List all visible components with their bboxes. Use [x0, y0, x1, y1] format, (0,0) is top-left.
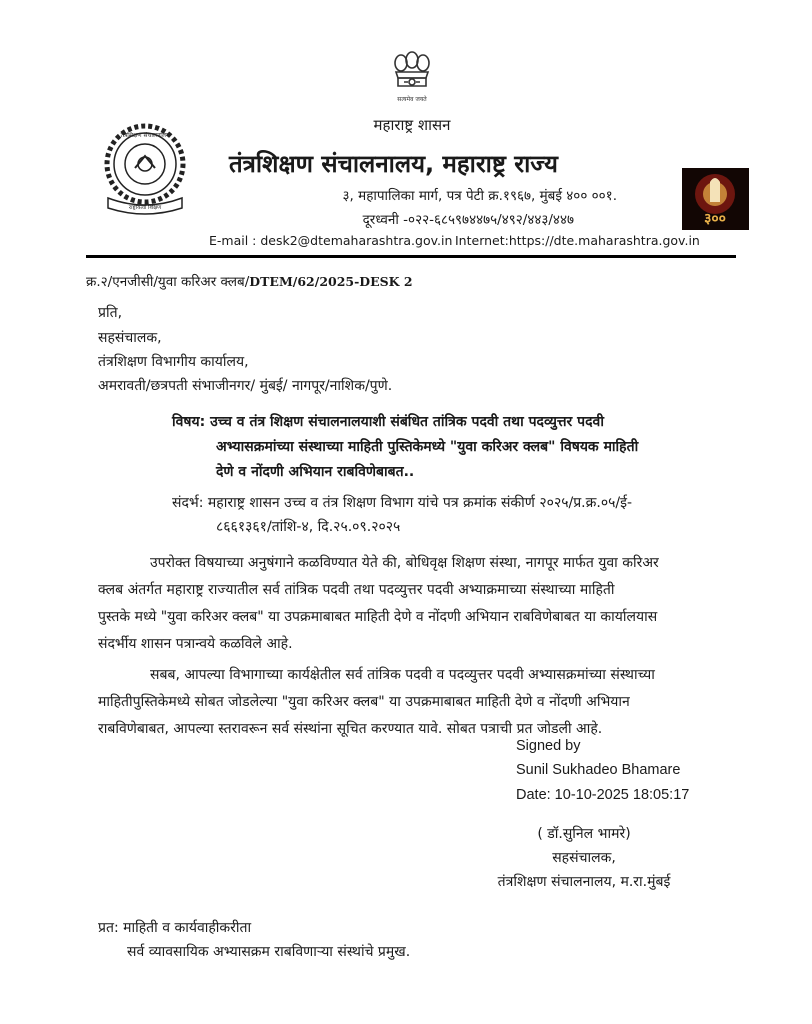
department-title: तंत्रशिक्षण संचालनालय, महाराष्ट्र राज्य: [229, 150, 558, 178]
phone-numbers: दूरध्वनी -०२२-६८५९७४४७५/४९२/४४३/४४७: [362, 212, 574, 228]
para2-line-1: सबब, आपल्या विभागाच्या कार्यक्षेतील सर्व तांत्रिक पदवी व पदव्युत्तर पदवी अभ्यासक्रमांच्या संस्थाच्या: [150, 667, 655, 683]
website-url: Internet:https://dte.maharashtra.gov.in: [455, 233, 700, 248]
email-address: E-mail : desk2@dtemaharashtra.gov.in: [209, 233, 453, 248]
copy-recipients: सर्व व्यावसायिक अभ्यासक्रम राबविणाऱ्या संस्थांचे प्रमुख.: [127, 944, 411, 960]
national-emblem: [386, 46, 438, 108]
para1-line-4: संदर्भीय शासन पत्रान्वये कळविले आहे.: [98, 636, 293, 652]
to-label: प्रति,: [98, 305, 123, 321]
para1-line-1: उपरोक्त विषयाच्या अनुषंगाने कळविण्यात येते की, बोधिवृक्ष शिक्षण संस्था, नागपूर मार्फत युवा करिअर: [150, 555, 659, 571]
svg-text:राष्ट्रीयत्वा शिक्षण: राष्ट्रीयत्वा शिक्षण: [128, 205, 162, 211]
header-divider: [86, 255, 736, 258]
reference-line-1: संदर्भ: महाराष्ट्र शासन उच्च व तंत्र शिक्षण विभाग यांचे पत्र क्रमांक संकीर्ण २०२५/प्र.क्र.०५/ई-: [172, 495, 633, 511]
reference-line-2: ८६६१३६१/तांशि-४, दि.२५.०९.२०२५: [216, 519, 401, 535]
reference-prefix: क्र.२/एनजीसी/युवा करिअर क्लब/: [86, 274, 250, 290]
para2-line-2: माहितीपुस्तिकेमध्ये सोबत जोडलेल्या "युवा करिअर क्लब" या उपक्रमाबाबत माहिती देणे व नोंदणी अभियान: [98, 694, 630, 710]
copy-label: प्रत: माहिती व कार्यवाहीकरीता: [98, 920, 252, 936]
subject-line-2: अभ्यासक्रमांच्या संस्थाच्या माहिती पुस्तिकेमध्ये "युवा करिअर क्लब" विषयक माहिती: [216, 439, 639, 455]
reference-number: [86, 272, 413, 290]
signatory-name: ( डॉ.सुनिल भामरे): [537, 826, 631, 842]
signatory-designation: सहसंचालक,: [552, 850, 616, 866]
para2-line-3: राबविणेबाबत, आपल्या स्तरावरून सर्व संस्थांना सूचित करण्यात यावे. सोबत पत्राची प्रत जोडली आहे.: [98, 721, 603, 737]
recipient-designation: सहसंचालक,: [98, 330, 162, 346]
badge-number: ३००: [704, 211, 726, 227]
signer-name: Sunil Sukhadeo Bhamare: [516, 762, 681, 778]
svg-text:सत्यमेव जयते: सत्यमेव जयते: [397, 96, 427, 103]
signature-date: Date: 10-10-2025 18:05:17: [516, 787, 690, 803]
office-address: ३, महापालिका मार्ग, पत्र पेटी क्र.१९६७, मुंबई ४०० ००१.: [342, 188, 617, 204]
subject-line-1: विषय: उच्च व तंत्र शिक्षण संचालनालयाशी संबंधित तांत्रिक पदवी तथा पदव्युत्तर पदवी: [172, 414, 604, 430]
para1-line-2: क्लब अंतर्गत महाराष्ट्र राज्यातील सर्व तांत्रिक पदवी तथा पदव्युत्तर पदवी अभ्याक्रमाच्या संस्थाच्या माहिती: [98, 582, 615, 598]
recipient-office: तंत्रशिक्षण विभागीय कार्यालय,: [98, 354, 249, 370]
government-name: महाराष्ट्र शासन: [373, 116, 451, 134]
subject-line-3: देणे व नोंदणी अभियान राबविणेबाबत..: [216, 464, 415, 480]
department-logo: [102, 120, 188, 220]
reference-code: DTEM/62/2025-DESK 2: [249, 274, 413, 289]
recipient-cities: अमरावती/छत्रपती संभाजीनगर/ मुंबई/ नागपूर/नाशिक/पुणे.: [98, 378, 393, 394]
para1-line-3: पुस्तके मध्ये "युवा करिअर क्लब" या उपक्रमाबाबत माहिती देणे व नोंदणी अभियान राबविणेबाबत या कार्यालयास: [98, 609, 658, 625]
anniversary-badge: [682, 168, 749, 230]
signed-by-label: Signed by: [516, 738, 581, 754]
svg-text:तंत्रशिक्षण संचालनालय: तंत्रशिक्षण संचालनालय: [120, 132, 170, 139]
signatory-office: तंत्रशिक्षण संचालनालय, म.रा.मुंबई: [497, 874, 671, 890]
